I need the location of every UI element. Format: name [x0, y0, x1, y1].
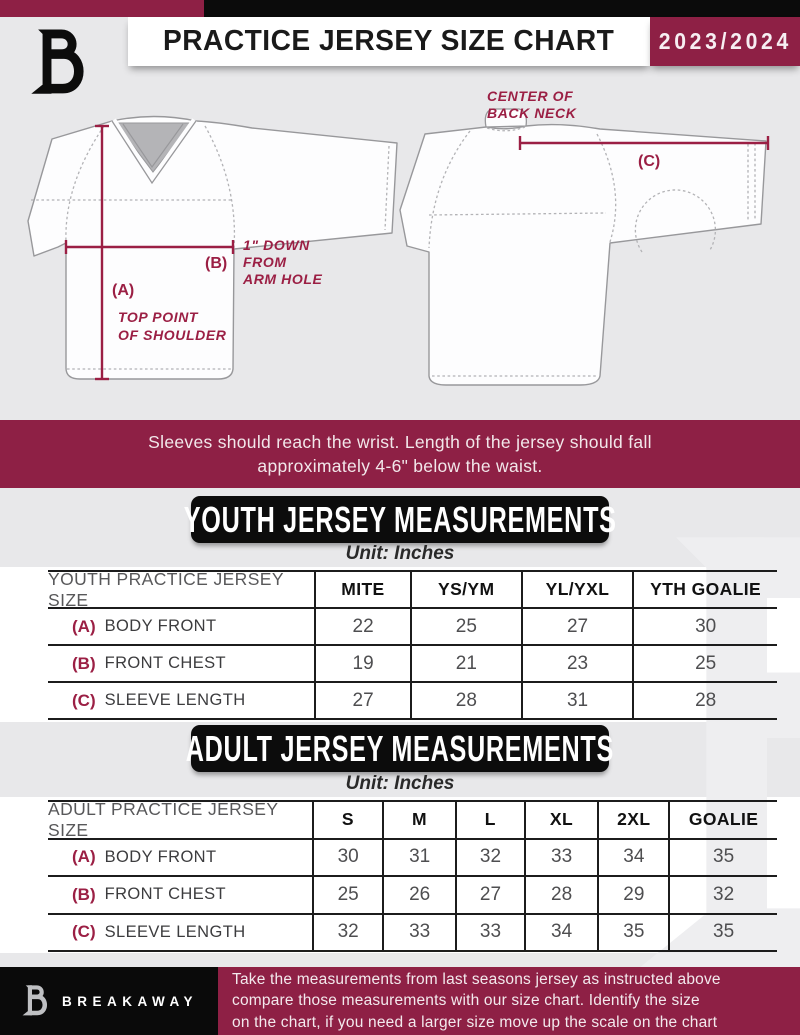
table-cell: 35 [668, 840, 777, 876]
row-label: (C) SLEEVE LENGTH [72, 690, 246, 710]
table-cell: 21 [410, 646, 521, 681]
table-cell: 27 [455, 877, 524, 913]
table-cell: 32 [455, 840, 524, 876]
column-header: L [455, 802, 524, 838]
youth-size-table [48, 570, 777, 720]
table-cell: 35 [597, 915, 668, 951]
label-a: (A) [112, 282, 135, 299]
column-header: YTH GOALIE [632, 572, 777, 607]
label-a-note-1: TOP POINT [118, 309, 199, 325]
table-cell: 31 [382, 840, 455, 876]
column-header: GOALIE [668, 802, 777, 838]
adult-size-table [48, 800, 777, 952]
brand-wordmark: BREAKAWAY [61, 993, 199, 1009]
table-row [48, 840, 777, 878]
label-b-note-2: FROM [243, 254, 287, 270]
table-cell: 30 [632, 609, 777, 644]
table-cell: 31 [521, 683, 633, 718]
center-back-neck-note-1: CENTER OF [487, 88, 574, 104]
table-row [48, 609, 777, 646]
row-label: (B) FRONT CHEST [72, 884, 227, 904]
youth-unit-label: Unit: Inches [345, 543, 455, 564]
table-cell: 28 [632, 683, 777, 718]
table-cell: 32 [312, 915, 382, 951]
column-header: YL/YXL [521, 572, 633, 607]
table-cell: 27 [314, 683, 410, 718]
table-cell: 25 [312, 877, 382, 913]
table-cell: 34 [597, 840, 668, 876]
youth-table-title: YOUTH PRACTICE JERSEY SIZE [48, 568, 284, 610]
label-b-note-1: 1" DOWN [243, 237, 310, 253]
back-jersey-drawing [400, 88, 768, 385]
footer-instruction-line-3: on the chart, if you need a larger size move up the scale on the chart [232, 1013, 718, 1031]
adult-table-title: ADULT PRACTICE JERSEY SIZE [48, 798, 279, 840]
footer-instruction-line-1: Take the measurements from last seasons jersey as instructed above [232, 970, 721, 988]
table-cell: 29 [597, 877, 668, 913]
label-b: (B) [205, 255, 228, 272]
title-banner [128, 17, 650, 66]
table-cell: 27 [521, 609, 633, 644]
page-title: PRACTICE JERSEY SIZE CHART [163, 25, 615, 57]
fit-note-line-1: Sleeves should reach the wrist. Length of the jersey should fall [148, 431, 652, 452]
table-cell: 25 [632, 646, 777, 681]
column-header: M [382, 802, 455, 838]
column-header: YS/YM [410, 572, 521, 607]
column-header: MITE [314, 572, 410, 607]
table-cell: 32 [668, 877, 777, 913]
label-c: (C) [638, 153, 661, 170]
table-cell: 33 [524, 840, 598, 876]
row-label: (A) BODY FRONT [72, 616, 217, 636]
fit-note-line-2: approximately 4-6" below the waist. [257, 455, 543, 476]
label-a-note-2: OF SHOULDER [118, 327, 227, 343]
footer-instructions [218, 967, 800, 1035]
table-cell: 35 [668, 915, 777, 951]
youth-section-heading: YOUTH JERSEY MEASUREMENTS [191, 496, 609, 543]
maroon-stripe [0, 0, 204, 17]
header-top-stripe [0, 0, 800, 17]
table-row [48, 683, 777, 720]
table-cell: 30 [312, 840, 382, 876]
table-cell: 34 [524, 915, 598, 951]
column-header: S [312, 802, 382, 838]
column-header: XL [524, 802, 598, 838]
front-jersey-drawing [28, 117, 397, 380]
row-label: (B) FRONT CHEST [72, 653, 227, 673]
table-cell: 28 [410, 683, 521, 718]
table-cell: 23 [521, 646, 633, 681]
season-label: 2023/2024 [658, 28, 792, 54]
table-cell: 33 [455, 915, 524, 951]
black-stripe [204, 0, 800, 17]
row-label: (A) BODY FRONT [72, 847, 217, 867]
table-cell: 25 [410, 609, 521, 644]
adult-section-heading: ADULT JERSEY MEASUREMENTS [191, 725, 609, 772]
table-cell: 26 [382, 877, 455, 913]
fit-note-banner [0, 420, 800, 488]
footer-instruction-line-2: compare those measurements with our size chart. Identify the size [232, 992, 700, 1010]
breakaway-watermark-logo [592, 486, 800, 1035]
table-cell: 28 [524, 877, 598, 913]
table-cell: 22 [314, 609, 410, 644]
table-header-row [48, 568, 777, 610]
table-cell: 19 [314, 646, 410, 681]
jersey-diagrams [0, 66, 800, 420]
table-row [48, 877, 777, 915]
table-row [48, 646, 777, 683]
footer-brand-block [0, 967, 218, 1035]
table-row [48, 915, 777, 953]
adult-unit-label: Unit: Inches [345, 773, 455, 794]
row-label: (C) SLEEVE LENGTH [72, 922, 246, 942]
column-header: 2XL [597, 802, 668, 838]
table-cell: 33 [382, 915, 455, 951]
center-back-neck-note-2: BACK NECK [487, 105, 577, 121]
table-header-row [48, 798, 777, 840]
footer [0, 967, 800, 1035]
breakaway-logo [22, 22, 98, 104]
breakaway-footer-logo [20, 980, 52, 1022]
label-b-note-3: ARM HOLE [243, 271, 323, 287]
season-banner [650, 17, 800, 66]
